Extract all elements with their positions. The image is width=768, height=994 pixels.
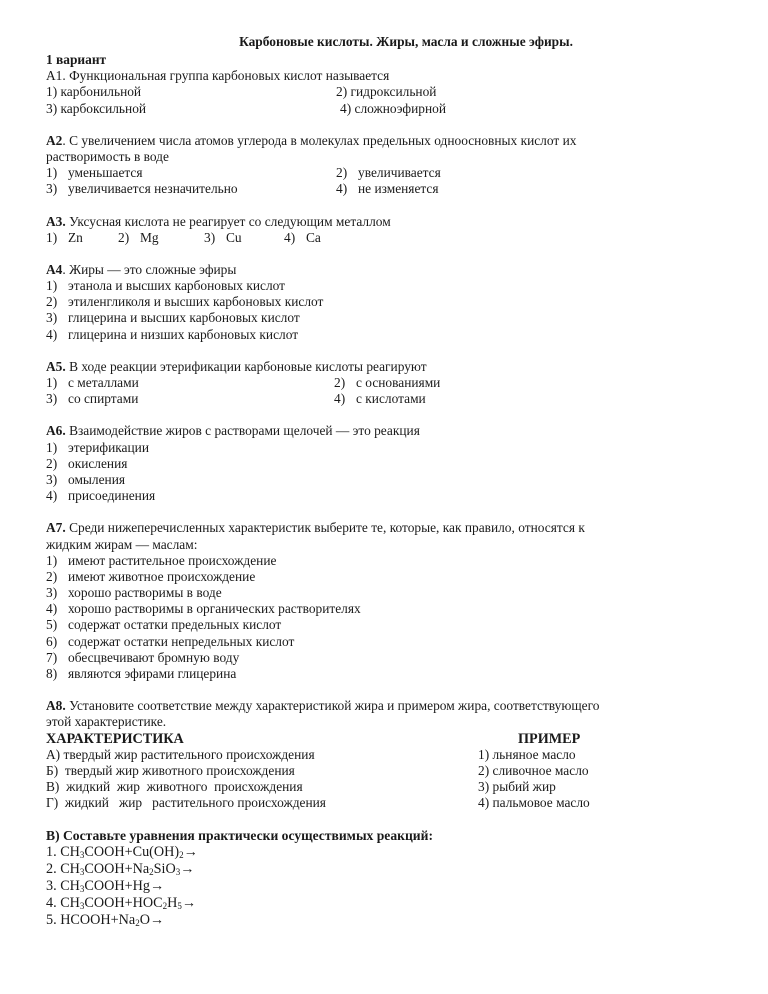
option-number: 2) <box>46 455 58 471</box>
answer-option: со спиртами <box>68 391 139 407</box>
column-header-example: ПРИМЕР <box>518 730 581 747</box>
answer-option: Cu <box>226 229 242 245</box>
characteristic-item: Г) жидкий жир растительного происхождения <box>46 795 326 811</box>
formula-part: CH <box>60 843 80 860</box>
option-number: 2) <box>336 165 348 181</box>
subscript: 3 <box>79 883 85 894</box>
question-a2 <box>46 133 726 198</box>
formula-part: COOH+Cu(OH) <box>84 843 180 860</box>
formula-part: CH <box>60 877 80 894</box>
column-header-characteristic: ХАРАКТЕРИСТИКА <box>46 730 184 747</box>
option-number: 4) <box>46 488 58 504</box>
formula-part: O→ <box>139 911 165 928</box>
part-b <box>46 828 726 929</box>
answer-option: с металлами <box>68 375 139 390</box>
characteristic-item: А) твердый жир растительного происхождения <box>46 746 315 762</box>
question-label: А4 <box>46 261 63 277</box>
question-label: А1. <box>46 68 66 84</box>
answer-option: содержат остатки непредельных кислот <box>68 633 295 649</box>
equation-5 <box>46 912 726 929</box>
document-title: Карбоновые кислоты. Жиры, масла и сложные эфиры. <box>239 34 573 49</box>
subscript: 3 <box>79 866 85 877</box>
answer-option: 1) карбонильной <box>46 84 142 100</box>
answer-option: Mg <box>140 229 159 245</box>
answer-option: уменьшается <box>68 165 143 181</box>
question-a6 <box>46 423 726 504</box>
question-text-cont: растворимость в воде <box>46 148 169 164</box>
formula-part: HCOOH+Na <box>60 911 136 928</box>
question-label: А6. <box>46 423 66 439</box>
answer-option: окисления <box>68 455 128 471</box>
question-a5 <box>46 359 726 408</box>
option-number: 3) <box>46 471 58 487</box>
question-text: В ходе реакции этерификации карбоновые кислоты реагируют <box>65 358 427 374</box>
option-number: 2) <box>118 229 130 245</box>
option-number: 1) <box>46 165 58 181</box>
option-number: 3) <box>204 229 216 245</box>
option-number: 2) <box>46 568 58 584</box>
characteristic-item: Б) твердый жир животного происхождения <box>46 762 295 778</box>
answer-option: являются эфирами глицерина <box>68 666 237 681</box>
equation-2 <box>46 861 726 878</box>
subscript: 3 <box>79 849 85 860</box>
question-text-cont: жидким жирам — маслам: <box>46 536 198 552</box>
worksheet-page <box>46 34 726 929</box>
question-text: Уксусная кислота не реагирует со следующим металлом <box>65 213 391 229</box>
part-b-heading: В) Составьте уравнения практически осуществимых реакций: <box>46 827 433 843</box>
arrow-icon: → <box>180 860 195 877</box>
question-label: А8. <box>46 698 66 714</box>
answer-option: этанола и высших карбоновых кислот <box>68 278 286 294</box>
question-a8 <box>46 698 726 811</box>
option-number: 2) <box>334 375 346 390</box>
answer-option: содержат остатки предельных кислот <box>68 617 282 633</box>
characteristic-item: В) жидкий жир животного происхождения <box>46 779 303 795</box>
variant-label: 1 вариант <box>46 52 107 67</box>
option-number: 1) <box>46 229 58 245</box>
question-a7 <box>46 520 726 682</box>
answer-option: хорошо растворимы в органических растворителях <box>68 601 361 617</box>
answer-option: глицерина и низших карбоновых кислот <box>68 326 299 342</box>
option-number: 1) <box>46 278 58 294</box>
question-text: Установите соответствие между характеристикой жира и примером жира, соответствующего <box>65 698 600 714</box>
question-text: . С увеличением числа атомов углерода в молекулах предельных одноосновных кислот их <box>62 132 577 148</box>
option-number: 8) <box>46 666 58 681</box>
arrow-icon: → <box>181 894 196 911</box>
answer-option: 2) гидроксильной <box>336 84 437 100</box>
option-number: 6) <box>46 633 58 649</box>
equation-number: 1. <box>46 843 61 860</box>
formula-part: H <box>167 894 178 911</box>
example-item: 1) льняное масло <box>478 746 576 762</box>
subscript: 2 <box>149 866 154 877</box>
answer-option: с кислотами <box>356 391 426 407</box>
option-number: 3) <box>46 585 58 601</box>
answer-option: присоединения <box>68 488 156 504</box>
option-number: 4) <box>46 601 58 617</box>
answer-option: 3) карбоксильной <box>46 100 147 116</box>
option-number: 3) <box>46 181 58 197</box>
answer-option: 4) сложноэфирной <box>340 100 447 116</box>
question-text: Взаимодействие жиров с растворами щелочей — это реакция <box>65 423 420 439</box>
subscript: 5 <box>177 900 182 911</box>
option-number: 4) <box>334 391 346 407</box>
equation-3 <box>46 878 726 895</box>
arrow-icon: → <box>183 843 198 860</box>
option-number: 1) <box>46 552 58 568</box>
formula-part: CH <box>60 894 80 911</box>
formula-part: SiO <box>153 860 176 877</box>
answer-option: с основаниями <box>356 375 441 390</box>
example-item: 3) рыбий жир <box>478 779 556 795</box>
question-a4 <box>46 262 726 343</box>
subscript: 3 <box>79 900 85 911</box>
question-text: Функциональная группа карбоновых кислот называется <box>69 68 390 84</box>
answer-option: имеют животное происхождение <box>68 568 256 584</box>
question-text: . Жиры — это сложные эфиры <box>62 261 237 277</box>
answer-option: омыления <box>68 471 126 487</box>
subscript: 2 <box>135 917 140 928</box>
subscript: 2 <box>162 900 168 911</box>
question-label: А2 <box>46 132 63 148</box>
subscript: 2 <box>179 849 184 860</box>
formula-part: CH <box>60 860 80 877</box>
answer-option: этерификации <box>68 439 149 455</box>
equation-number: 3. <box>46 877 61 894</box>
formula-part: COOH+Na <box>84 860 150 877</box>
option-number: 4) <box>336 181 348 197</box>
answer-option: имеют растительное происхождение <box>68 552 277 568</box>
answer-option: глицерина и высших карбоновых кислот <box>68 310 300 326</box>
question-label: А5. <box>46 358 66 374</box>
equation-number: 5. <box>46 911 61 928</box>
example-item: 4) пальмовое масло <box>478 795 590 811</box>
answer-option: не изменяется <box>358 181 439 197</box>
answer-option: Ca <box>306 229 321 245</box>
option-number: 3) <box>46 391 58 407</box>
option-number: 5) <box>46 617 58 633</box>
option-number: 1) <box>46 439 58 455</box>
answer-option: хорошо растворимы в воде <box>68 585 222 601</box>
option-number: 4) <box>284 229 296 245</box>
option-number: 3) <box>46 310 58 326</box>
equation-1 <box>46 844 726 861</box>
question-text-cont: этой характеристике. <box>46 714 167 730</box>
equation-number: 4. <box>46 894 61 911</box>
answer-option: увеличивается незначительно <box>68 181 238 197</box>
question-a1 <box>46 68 726 117</box>
option-number: 4) <box>46 326 58 342</box>
answer-option: обесцвечивают бромную воду <box>68 649 240 665</box>
option-number: 2) <box>46 294 58 310</box>
question-a3 <box>46 214 726 246</box>
answer-option: этиленгликоля и высших карбоновых кислот <box>68 294 324 310</box>
question-label: А3. <box>46 213 66 229</box>
question-text: Среди нижеперечисленных характеристик выберите те, которые, как правило, относятся к <box>65 520 585 536</box>
question-label: А7. <box>46 520 66 536</box>
answer-option: увеличивается <box>358 165 441 181</box>
answer-option: Zn <box>68 229 83 245</box>
example-item: 2) сливочное масло <box>478 762 589 778</box>
formula-part: COOH+Hg→ <box>84 877 165 894</box>
option-number: 1) <box>46 375 58 390</box>
equation-number: 2. <box>46 860 61 877</box>
formula-part: COOH+HOC <box>84 894 163 911</box>
option-number: 7) <box>46 649 58 665</box>
equation-4 <box>46 895 726 912</box>
subscript: 3 <box>175 866 181 877</box>
